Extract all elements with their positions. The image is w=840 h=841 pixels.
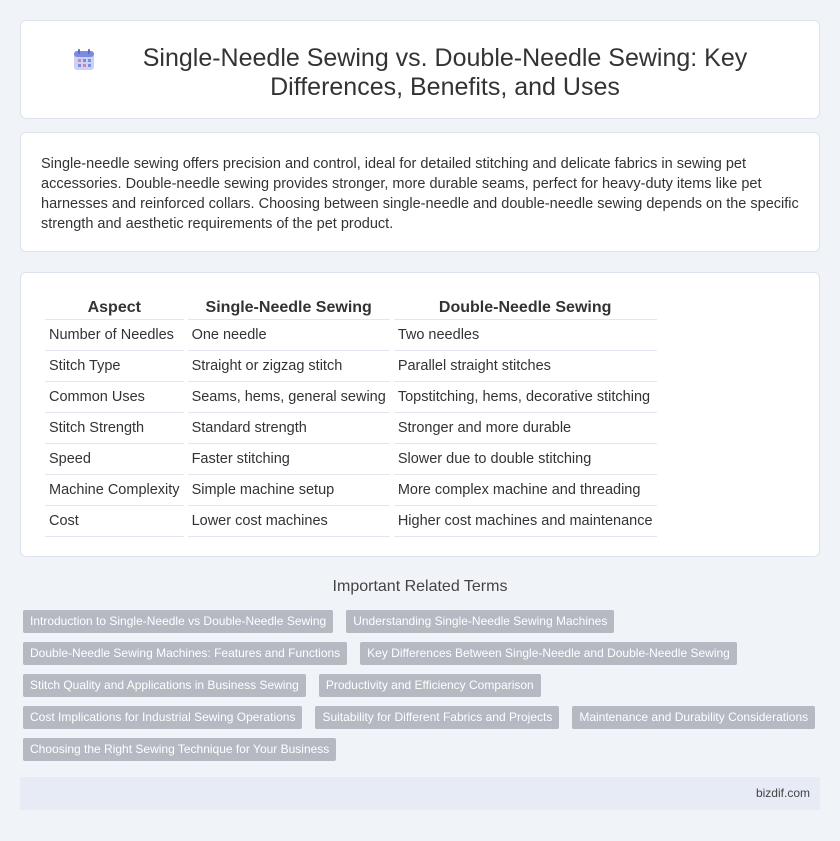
table-cell: Higher cost machines and maintenance: [394, 506, 657, 537]
intro-card: [20, 132, 820, 252]
table-cell: One needle: [188, 320, 390, 351]
term-tag[interactable]: Double-Needle Sewing Machines: Features and Functions: [23, 642, 347, 665]
footer: [20, 777, 820, 810]
term-tag[interactable]: Key Differences Between Single-Needle and Double-Needle Sewing: [360, 642, 737, 665]
table-cell: Parallel straight stitches: [394, 351, 657, 382]
comparison-card: [20, 272, 820, 557]
term-tag[interactable]: Cost Implications for Industrial Sewing Operations: [23, 706, 302, 729]
table-cell: Machine Complexity: [45, 475, 184, 506]
term-tag[interactable]: Maintenance and Durability Considerations: [572, 706, 815, 729]
table-cell: Speed: [45, 444, 184, 475]
table-cell: More complex machine and threading: [394, 475, 657, 506]
term-row: [20, 674, 820, 697]
table-row: [45, 382, 657, 413]
table-cell: Seams, hems, general sewing: [188, 382, 390, 413]
term-row: [20, 610, 820, 633]
table-cell: Stronger and more durable: [394, 413, 657, 444]
term-tag[interactable]: Productivity and Efficiency Comparison: [319, 674, 541, 697]
table-cell: Cost: [45, 506, 184, 537]
table-header-row: [45, 295, 657, 320]
comparison-table: [41, 295, 661, 537]
table-cell: Straight or zigzag stitch: [188, 351, 390, 382]
term-tag[interactable]: Suitability for Different Fabrics and Projects: [315, 706, 559, 729]
table-cell: Topstitching, hems, decorative stitching: [394, 382, 657, 413]
related-terms-list: [20, 610, 820, 770]
term-tag[interactable]: Stitch Quality and Applications in Business Sewing: [23, 674, 306, 697]
term-tag[interactable]: Introduction to Single-Needle vs Double-Needle Sewing: [23, 610, 333, 633]
table-cell: Slower due to double stitching: [394, 444, 657, 475]
table-cell: Simple machine setup: [188, 475, 390, 506]
page-title: Single-Needle Sewing vs. Double-Needle Sewing: Key Differences, Benefits, and Uses: [142, 44, 748, 101]
term-tag[interactable]: Choosing the Right Sewing Technique for Your Business: [23, 738, 336, 761]
table-cell: Lower cost machines: [188, 506, 390, 537]
related-terms-title: Important Related Terms: [332, 578, 508, 595]
table-row: [45, 475, 657, 506]
table-row: [45, 413, 657, 444]
term-row: [20, 642, 820, 665]
term-row: [20, 738, 820, 761]
header-card: [20, 20, 820, 119]
column-header: Double-Needle Sewing: [394, 295, 657, 320]
term-row: [20, 706, 820, 729]
table-cell: Number of Needles: [45, 320, 184, 351]
table-cell: Standard strength: [188, 413, 390, 444]
table-row: [45, 351, 657, 382]
column-header: Single-Needle Sewing: [188, 295, 390, 320]
intro-text: Single-needle sewing offers precision and control, ideal for detailed stitching and delicate fabrics in sewing pet accessories. Double-needle sewing provides stronger, more durable seams, perfect for heavy-duty items like pet harnesses and reinforced collars. Choosing between single-needle and double-needle sewing depends on the specific strength and aesthetic requirements of the pet product.: [41, 156, 799, 232]
table-row: [45, 444, 657, 475]
table-row: [45, 506, 657, 537]
term-tag[interactable]: Understanding Single-Needle Sewing Machines: [346, 610, 614, 633]
table-cell: Faster stitching: [188, 444, 390, 475]
column-header: Aspect: [45, 295, 184, 320]
table-cell: Stitch Type: [45, 351, 184, 382]
table-cell: Two needles: [394, 320, 657, 351]
table-cell: Common Uses: [45, 382, 184, 413]
footer-site[interactable]: bizdif.com: [755, 786, 810, 800]
table-row: [45, 320, 657, 351]
table-cell: Stitch Strength: [45, 413, 184, 444]
